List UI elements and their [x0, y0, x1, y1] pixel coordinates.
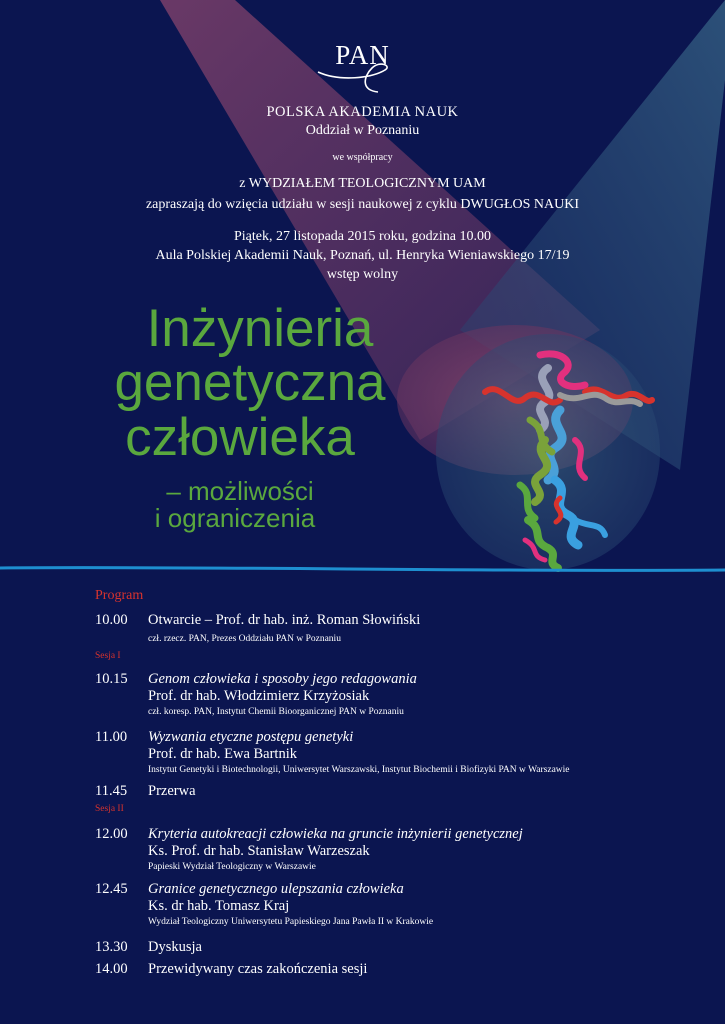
- program-title: Przewidywany czas zakończenia sesji: [148, 961, 368, 977]
- program-time: 12.00: [95, 826, 128, 842]
- institution-name: POLSKA AKADEMIA NAUK: [266, 104, 459, 120]
- program-title: Otwarcie – Prof. dr hab. inż. Roman Słowiński: [148, 612, 421, 628]
- program-title: Kryteria autokreacji człowieka na gruncie inżynierii genetycznej: [148, 826, 523, 842]
- program-detail: czł. koresp. PAN, Instytut Chemii Bioorganicznej PAN w Poznaniu: [148, 707, 404, 717]
- program-speaker: Ks. Prof. dr hab. Stanisław Warzeszak: [148, 843, 370, 859]
- subtitle-line-2: i ograniczenia: [154, 503, 316, 533]
- program-detail: Instytut Genetyki i Biotechnologii, Uniwersytet Warszawski, Instytut Biochemii i Biofizyki PAN w Warszawie: [148, 765, 570, 775]
- program-detail: czł. rzecz. PAN, Prezes Oddziału PAN w Poznaniu: [148, 634, 341, 644]
- department-name: Oddział w Poznaniu: [305, 123, 420, 138]
- program-time: 11.45: [95, 783, 128, 799]
- program-label: Program: [95, 588, 144, 603]
- title-line-3: człowieka: [125, 408, 355, 467]
- program-time: 12.45: [95, 881, 128, 897]
- program-speaker: Prof. dr hab. Ewa Bartnik: [148, 746, 297, 762]
- session-label: Sesja II: [95, 804, 124, 814]
- program-time: 11.00: [95, 729, 128, 745]
- title-line-2: genetyczna: [114, 353, 386, 412]
- title-line-1: Inżynieria: [146, 299, 374, 358]
- program-title: Dyskusja: [148, 939, 202, 955]
- program-speaker: Ks. dr hab. Tomasz Kraj: [148, 898, 290, 914]
- invitation-text: zapraszają do wzięcia udziału w sesji naukowej z cyklu DWUGŁOS NAUKI: [145, 197, 580, 212]
- program-title: Wyzwania etyczne postępu genetyki: [148, 729, 354, 745]
- event-date: Piątek, 27 listopada 2015 roku, godzina 10.00: [233, 229, 492, 244]
- program-time: 10.00: [95, 612, 128, 628]
- subtitle-line-1: – możliwości: [166, 476, 314, 506]
- program-detail: Papieski Wydział Teologiczny w Warszawie: [148, 862, 316, 872]
- program-title: Genom człowieka i sposoby jego redagowania: [148, 671, 417, 687]
- program-title: Przerwa: [148, 783, 196, 799]
- program-speaker: Prof. dr hab. Włodzimierz Krzyżosiak: [148, 688, 370, 704]
- program-time: 13.30: [95, 939, 128, 955]
- pan-logo: PAN: [335, 40, 390, 70]
- program-time: 14.00: [95, 961, 128, 977]
- session-label: Sesja I: [95, 651, 121, 661]
- divider-line: [0, 568, 725, 571]
- admission-note: wstęp wolny: [326, 267, 399, 282]
- program-time: 10.15: [95, 671, 128, 687]
- event-venue: Aula Polskiej Akademii Nauk, Poznań, ul. Henryka Wieniawskiego 17/19: [155, 248, 570, 263]
- faculty-name: z WYDZIAŁEM TEOLOGICZNYM UAM: [239, 176, 486, 191]
- cooperation-note: we współpracy: [332, 152, 393, 163]
- program-detail: Wydział Teologiczny Uniwersytetu Papieskiego Jana Pawła II w Krakowie: [148, 917, 434, 927]
- program-title: Granice genetycznego ulepszania człowieka: [148, 881, 404, 897]
